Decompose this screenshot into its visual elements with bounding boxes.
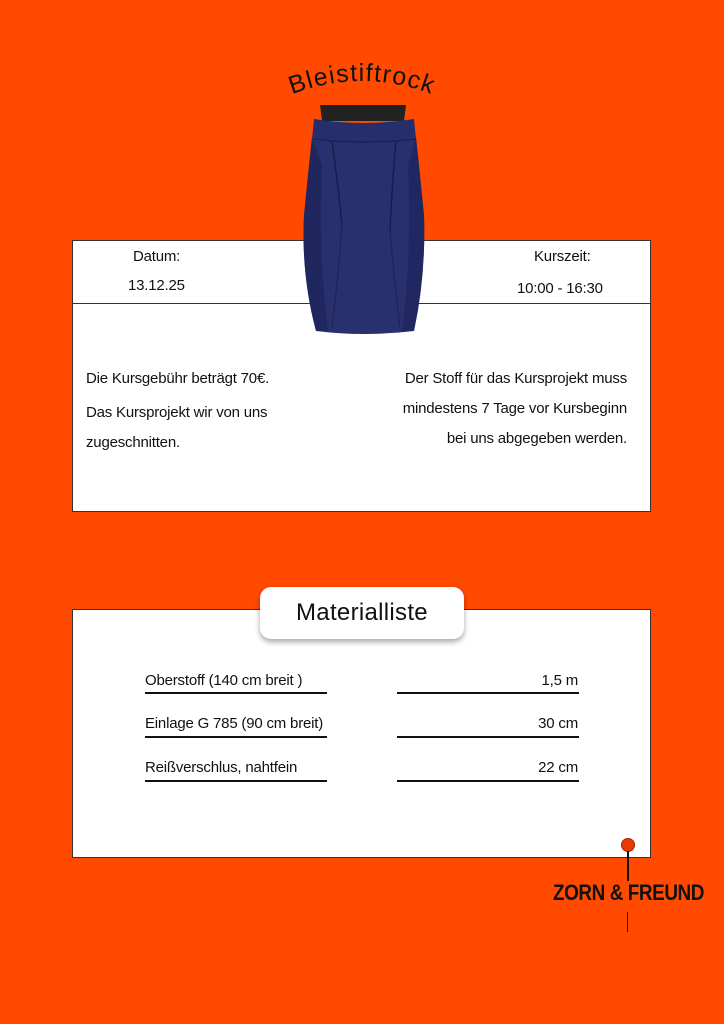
time-label: Kurszeit:: [534, 248, 591, 265]
materials-panel: [72, 609, 651, 858]
cut-text-line2: zugeschnitten.: [86, 434, 180, 451]
fabric-text-line1: Der Stoff für das Kursprojekt muss: [404, 370, 627, 387]
time-value: 10:00 - 16:30: [517, 280, 603, 297]
brand-logo: ZORN & FREUND: [553, 880, 705, 905]
fabric-text-line2: mindestens 7 Tage vor Kursbeginn: [402, 400, 627, 417]
cut-text-line1: Das Kursprojekt wir von uns: [86, 404, 268, 421]
svg-text:Bleistiftrock: [285, 59, 439, 100]
material-name: Reißverschlus, nahtfein: [145, 759, 298, 776]
fabric-text-line3: bei uns abgegeben werden.: [446, 430, 627, 447]
brand-pin-line-bottom: [627, 912, 628, 932]
material-amount: 30 cm: [538, 715, 578, 732]
fee-text: Die Kursgebühr beträgt 70€.: [86, 370, 270, 387]
material-amount: 1,5 m: [541, 672, 578, 689]
material-name: Einlage G 785 (90 cm breit): [145, 715, 324, 732]
materials-heading: Materialliste: [260, 587, 464, 639]
material-underline: [145, 692, 327, 694]
brand-pin-dot: [621, 838, 635, 852]
date-label: Datum:: [133, 248, 181, 265]
material-underline: [145, 736, 327, 738]
material-name: Oberstoff (140 cm breit ): [145, 672, 303, 689]
brand-pin-line: [627, 851, 629, 881]
title-text: Bleistiftrock: [284, 58, 440, 100]
date-value: 13.12.25: [128, 277, 185, 294]
amount-underline: [397, 780, 579, 782]
amount-underline: [397, 736, 579, 738]
amount-underline: [397, 692, 579, 694]
material-amount: 22 cm: [538, 759, 578, 776]
skirt-image: [298, 105, 430, 337]
material-underline: [145, 780, 327, 782]
